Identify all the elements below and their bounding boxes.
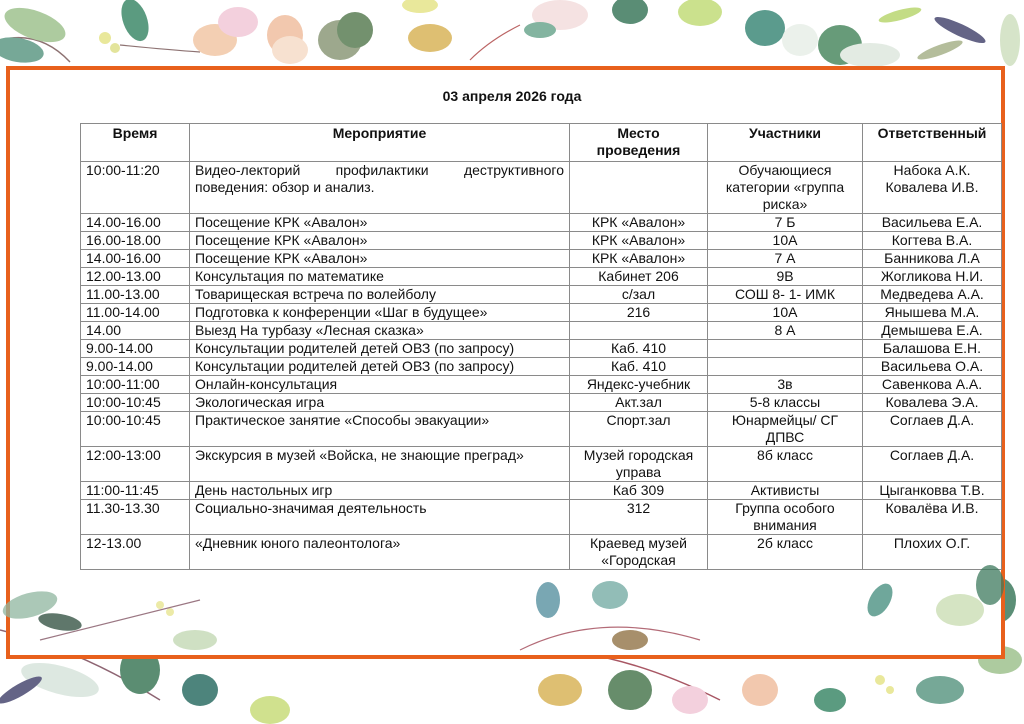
place-cell bbox=[570, 162, 708, 214]
participants-cell: Обучающиеся категории «группа риска» bbox=[708, 162, 863, 214]
participants-cell bbox=[708, 340, 863, 358]
table-row bbox=[81, 268, 1002, 286]
event-cell: Онлайн-консультация bbox=[190, 376, 570, 394]
place-cell: Спорт.зал bbox=[570, 412, 708, 447]
event-cell: Социально-значимая деятельность bbox=[190, 500, 570, 535]
responsible-cell: Васильева Е.А. bbox=[863, 214, 1002, 232]
table-row bbox=[81, 232, 1002, 250]
time-cell: 11.00-13.00 bbox=[81, 286, 190, 304]
header-event: Мероприятие bbox=[190, 124, 570, 162]
table-header-row bbox=[81, 124, 1002, 162]
table-row bbox=[81, 214, 1002, 232]
page-title: 03 апреля 2026 года bbox=[442, 88, 582, 104]
participants-cell: 8б класс bbox=[708, 447, 863, 482]
place-cell: с/зал bbox=[570, 286, 708, 304]
event-cell: Консультации родителей детей ОВЗ (по запросу) bbox=[190, 340, 570, 358]
responsible-cell: Янышева М.А. bbox=[863, 304, 1002, 322]
table-row bbox=[81, 447, 1002, 482]
participants-cell: СОШ 8- 1- ИМК bbox=[708, 286, 863, 304]
event-cell: Практическое занятие «Способы эвакуации» bbox=[190, 412, 570, 447]
place-cell: Каб. 410 bbox=[570, 358, 708, 376]
table-row bbox=[81, 394, 1002, 412]
table-row bbox=[81, 304, 1002, 322]
table-row bbox=[81, 412, 1002, 447]
participants-cell: 10А bbox=[708, 232, 863, 250]
table-row bbox=[81, 358, 1002, 376]
responsible-cell: Демышева Е.А. bbox=[863, 322, 1002, 340]
participants-cell: 8 А bbox=[708, 322, 863, 340]
responsible-cell: Васильева О.А. bbox=[863, 358, 1002, 376]
participants-cell: 2б класс bbox=[708, 535, 863, 570]
place-cell: КРК «Авалон» bbox=[570, 214, 708, 232]
event-cell: Экологическая игра bbox=[190, 394, 570, 412]
header-participants: Участники bbox=[708, 124, 863, 162]
participants-cell: Активисты bbox=[708, 482, 863, 500]
time-cell: 11.30-13.30 bbox=[81, 500, 190, 535]
participants-cell: Юнармейцы/ СГ ДПВС bbox=[708, 412, 863, 447]
time-cell: 14.00 bbox=[81, 322, 190, 340]
time-cell: 11.00-14.00 bbox=[81, 304, 190, 322]
participants-cell: 3в bbox=[708, 376, 863, 394]
table-row bbox=[81, 482, 1002, 500]
time-cell: 16.00-18.00 bbox=[81, 232, 190, 250]
time-cell: 10:00-10:45 bbox=[81, 394, 190, 412]
event-cell: Видео-лекторий профилактики деструктивного поведения: обзор и анализ. bbox=[190, 162, 570, 214]
table-row bbox=[81, 535, 1002, 570]
responsible-cell: Банникова Л.А bbox=[863, 250, 1002, 268]
table-row bbox=[81, 250, 1002, 268]
responsible-cell: Савенкова А.А. bbox=[863, 376, 1002, 394]
table-row bbox=[81, 322, 1002, 340]
table-row bbox=[81, 376, 1002, 394]
time-cell: 12-13.00 bbox=[81, 535, 190, 570]
time-cell: 10:00-10:45 bbox=[81, 412, 190, 447]
participants-cell: Группа особого внимания bbox=[708, 500, 863, 535]
responsible-cell: Соглаев Д.А. bbox=[863, 412, 1002, 447]
responsible-cell: Соглаев Д.А. bbox=[863, 447, 1002, 482]
table-row bbox=[81, 340, 1002, 358]
place-cell: 312 bbox=[570, 500, 708, 535]
event-cell: Экскурсия в музей «Войска, не знающие преград» bbox=[190, 447, 570, 482]
time-cell: 10:00-11:20 bbox=[81, 162, 190, 214]
responsible-cell: Медведева А.А. bbox=[863, 286, 1002, 304]
place-cell: Каб. 410 bbox=[570, 340, 708, 358]
place-cell: Акт.зал bbox=[570, 394, 708, 412]
responsible-cell: Когтева В.А. bbox=[863, 232, 1002, 250]
participants-cell bbox=[708, 358, 863, 376]
table-row bbox=[81, 286, 1002, 304]
participants-cell: 10А bbox=[708, 304, 863, 322]
participants-cell: 7 Б bbox=[708, 214, 863, 232]
time-cell: 9.00-14.00 bbox=[81, 340, 190, 358]
header-place: Место проведения bbox=[570, 124, 708, 162]
event-cell: Посещение КРК «Авалон» bbox=[190, 232, 570, 250]
table-row bbox=[81, 162, 1002, 214]
place-cell: КРК «Авалон» bbox=[570, 232, 708, 250]
event-cell: Товарищеская встреча по волейболу bbox=[190, 286, 570, 304]
event-cell: Посещение КРК «Авалон» bbox=[190, 214, 570, 232]
header-time: Время bbox=[81, 124, 190, 162]
place-cell: Краевед музей «Городская bbox=[570, 535, 708, 570]
event-cell: Консультации родителей детей ОВЗ (по запросу) bbox=[190, 358, 570, 376]
place-cell: 216 bbox=[570, 304, 708, 322]
participants-cell: 7 А bbox=[708, 250, 863, 268]
time-cell: 14.00-16.00 bbox=[81, 250, 190, 268]
time-cell: 14.00-16.00 bbox=[81, 214, 190, 232]
place-cell: Музей городская управа bbox=[570, 447, 708, 482]
responsible-cell: Балашова Е.Н. bbox=[863, 340, 1002, 358]
event-cell: Консультация по математике bbox=[190, 268, 570, 286]
place-cell: Каб 309 bbox=[570, 482, 708, 500]
responsible-cell: Плохих О.Г. bbox=[863, 535, 1002, 570]
responsible-cell: Ковалёва И.В. bbox=[863, 500, 1002, 535]
event-cell: «Дневник юного палеонтолога» bbox=[190, 535, 570, 570]
responsible-cell: Ковалева Э.А. bbox=[863, 394, 1002, 412]
table-row bbox=[81, 500, 1002, 535]
place-cell: КРК «Авалон» bbox=[570, 250, 708, 268]
time-cell: 10:00-11:00 bbox=[81, 376, 190, 394]
participants-cell: 5-8 классы bbox=[708, 394, 863, 412]
header-responsible: Ответственный bbox=[863, 124, 1002, 162]
event-cell: Посещение КРК «Авалон» bbox=[190, 250, 570, 268]
responsible-cell: Набока А.К. Ковалева И.В. bbox=[863, 162, 1002, 214]
place-cell bbox=[570, 322, 708, 340]
responsible-cell: Цыганковва Т.В. bbox=[863, 482, 1002, 500]
time-cell: 12:00-13:00 bbox=[81, 447, 190, 482]
place-cell: Кабинет 206 bbox=[570, 268, 708, 286]
place-cell: Яндекс-учебник bbox=[570, 376, 708, 394]
event-cell: Выезд На турбазу «Лесная сказка» bbox=[190, 322, 570, 340]
schedule-table bbox=[80, 123, 1002, 570]
event-cell: Подготовка к конференции «Шаг в будущее» bbox=[190, 304, 570, 322]
event-cell: День настольных игр bbox=[190, 482, 570, 500]
time-cell: 12.00-13.00 bbox=[81, 268, 190, 286]
responsible-cell: Жогликова Н.И. bbox=[863, 268, 1002, 286]
time-cell: 11:00-11:45 bbox=[81, 482, 190, 500]
time-cell: 9.00-14.00 bbox=[81, 358, 190, 376]
participants-cell: 9В bbox=[708, 268, 863, 286]
